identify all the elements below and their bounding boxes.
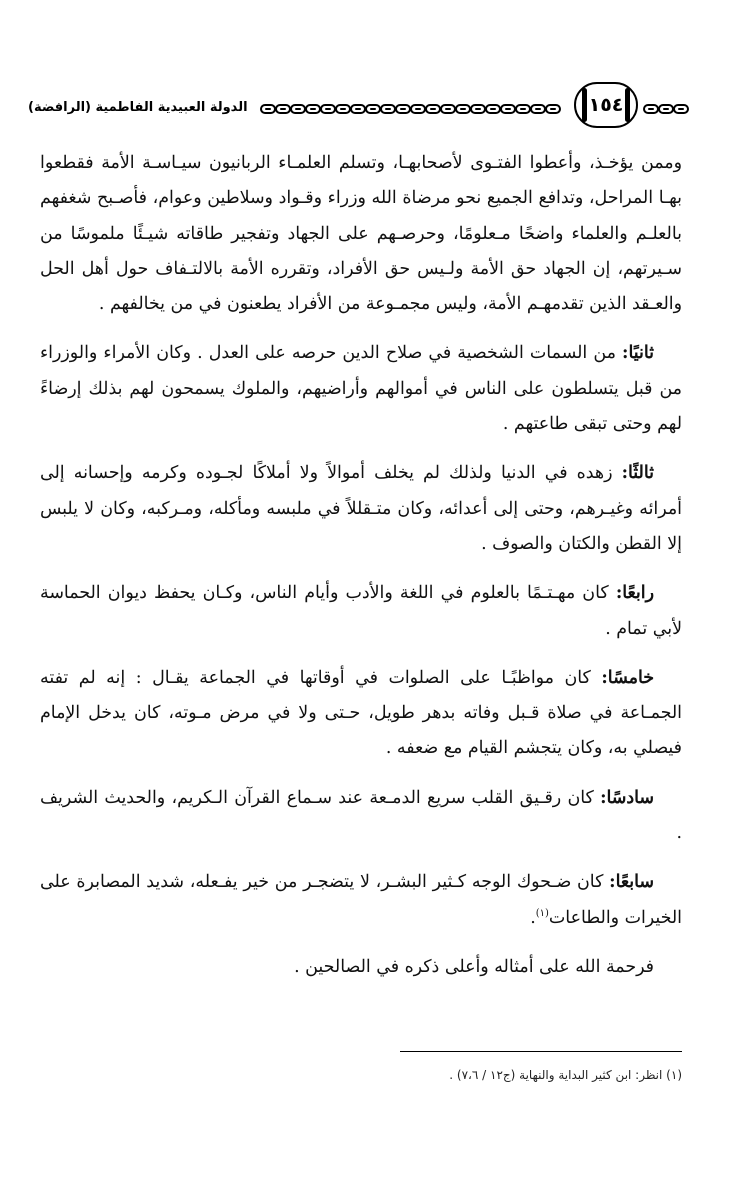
paragraph-tail: . [530,907,536,928]
paragraph-lead: رابعًا: [615,583,654,604]
paragraph-fifth [40,661,682,767]
paragraph-text: كان ضـحوك الوجه كـثير البشـر، لا يتضجـر من خير يفـعله، شديد المصابرة على الخيرات والطاعات [40,872,682,928]
paragraph-lead: سادسًا: [600,787,654,808]
paragraph-lead: خامسًا: [601,667,654,688]
page-number: ١٥٤ [588,94,624,116]
paragraph-sixth [40,781,682,852]
paragraph-text: كان مواظبًـا على الصلوات في أوقاتها في الجماعة يقـال : إنه لم تفته الجمـاعة في صلاة قـبل وفاته بدهر طويل، حـتى ولا في مرض مـوته، كان يدخل الإمام فيصلي به، وكان يتجشم القيام مع ضعفه . [40,667,682,759]
paragraph-text: وممن يؤخـذ، وأعطوا الفتـوى لأصحابهـا، وتسلم العلمـاء الربانيون سيـاسـة الأمة فقطعوا بهـا المراحل، وتدافع الجميع نحو مرضاة الله وزراء وقـواد وسلاطين وعوام، فأصـبح شغفهم بالعلـم والعلماء واضحًا مـعلومًا، وحرصـهم على الجهاد وتفجير طاقاته شيـئًا ملموسًا من سـيرتهم، إن الجهاد حق الأمة ولـيس حق الأفراد، وتقرره الأمة بالالتـفاف حول أهل الحل والعـقد الذين تقدمهـم الأمة، وليس مجمـوعة من الأفراد يطعنون في من يخالفهم . [40,153,682,315]
paragraph-lead: ثانيًا: [622,343,654,364]
header-ornament-left [260,102,566,116]
paragraph-fourth [40,576,682,647]
paragraph-lead: ثالثًا: [621,463,654,484]
page-number-frame [574,82,638,128]
paragraph-lead: سابعًا: [609,872,654,893]
header-ornament-right [643,102,693,116]
paragraph-text: كان رقـيق القلب سريع الدمـعة عند سـماع القرآن الـكريم، والحديث الشريف . [40,787,682,844]
paragraph-intro [40,146,682,322]
paragraph-text: كان مهـتـمًا بالعلوم في اللغة والأدب وأيام الناس، وكـان يحفظ ديوان الحماسة لأبي تمام . [40,583,682,639]
paragraph-text: من السمات الشخصية في صلاح الدين حرصه على العدل . وكان الأمراء والوزراء من قبل يتسلطون على الناس في أموالهم وأراضيهم، والملوك يسمحون لهم بذلك إرضاءً لهم وحتى تبقى طاعتهم . [40,343,682,435]
running-title: الدولة العبيدية الفاطمية (الرافضة) [28,100,248,115]
footnote: (١) انظر: ابن كثير البداية والنهاية (ج١٢ / ٧،٦) . [449,1068,682,1082]
paragraph-text: فرحمة الله على أمثاله وأعلى ذكره في الصالحين . [294,956,654,977]
page-body [40,146,682,999]
paragraph-seventh [40,865,682,936]
paragraph-third [40,456,682,562]
page-header [28,80,694,136]
paragraph-closing [40,950,682,985]
paragraph-text: زهده في الدنيا ولذلك لم يخلف أموالاً ولا أملاكًا لجـوده وكرمه وإحسانه إلى أمرائه وغيـرهم، وحتى إلى أعدائه، وكان متـقللاً في ملبسه ومأكله، ومـركبه، وكان لا يلبس إلا القطن والكتان والصوف . [40,463,682,554]
footnote-reference[interactable]: (١) [535,907,549,919]
footnote-divider [400,1051,682,1052]
paragraph-second [40,336,682,442]
